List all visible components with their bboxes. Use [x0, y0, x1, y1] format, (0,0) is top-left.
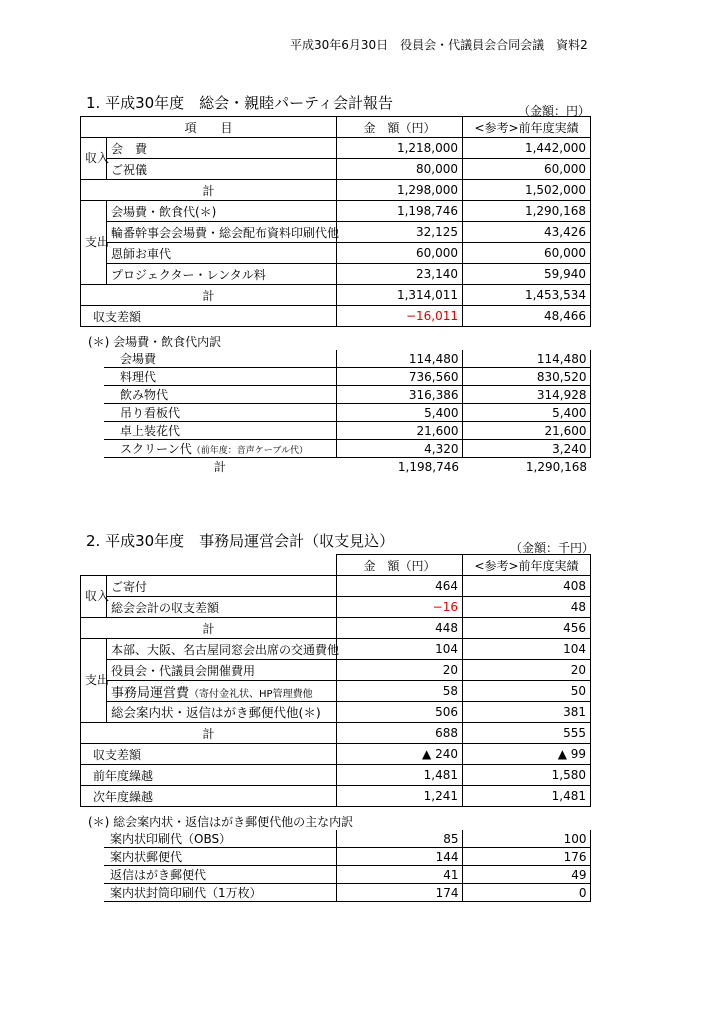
row-label: 収支差額 [81, 744, 337, 765]
list-item [104, 848, 590, 866]
row-amount: 506 [337, 702, 463, 723]
table-row [81, 201, 591, 222]
item-amount: 114,480 [336, 350, 462, 368]
row-amount: 32,125 [337, 222, 463, 243]
section1-table [80, 116, 591, 327]
balance-label: 収支差額 [81, 306, 337, 327]
item-amount: 5,400 [336, 404, 462, 422]
item-prev: 3,240 [462, 440, 590, 458]
row-prev: 1,290,168 [463, 201, 591, 222]
balance-amount: −16,011 [337, 306, 463, 327]
total-amount: 448 [337, 618, 463, 639]
row-amount: ▲ 240 [337, 744, 463, 765]
row-label: 役員会・代議員会開催費用 [107, 660, 337, 681]
row-prev: 1,442,000 [463, 138, 591, 159]
item-label: 吊り看板代 [104, 404, 336, 422]
list-item [104, 386, 590, 404]
row-prev: 381 [463, 702, 591, 723]
carryover-next-row [81, 786, 591, 807]
row-amount: 104 [337, 639, 463, 660]
item-label-main: スクリーン代 [120, 442, 192, 456]
expense-category: 支出 [81, 201, 107, 285]
total-label: 計 [81, 723, 337, 744]
row-amount: 20 [337, 660, 463, 681]
total-label: 計 [81, 285, 337, 306]
item-label: 飲み物代 [104, 386, 336, 404]
total-amount: 1,298,000 [337, 180, 463, 201]
total-amount: 1,198,746 [397, 459, 459, 474]
list-item [104, 440, 590, 458]
item-amount: 174 [336, 884, 462, 902]
item-label: 案内状郵便代 [104, 848, 336, 866]
total-prev: 456 [463, 618, 591, 639]
row-prev: 104 [463, 639, 591, 660]
breakdown-total-row [104, 458, 590, 476]
table-row [81, 159, 591, 180]
row-amount: 464 [337, 576, 463, 597]
section2-breakdown-title: (＊) 総会案内状・返信はがき郵便代他の主な内訳 [88, 815, 354, 829]
table-header-row [81, 117, 591, 138]
row-prev: 1,481 [463, 786, 591, 807]
table-row [81, 639, 591, 660]
total-label: 計 [81, 618, 337, 639]
row-prev: ▲ 99 [463, 744, 591, 765]
total-amount: 1,314,011 [337, 285, 463, 306]
row-amount: 80,000 [337, 159, 463, 180]
row-label [107, 681, 337, 702]
row-prev: 60,000 [463, 159, 591, 180]
table-row [81, 660, 591, 681]
header-prev: <参考>前年度実績 [463, 555, 591, 576]
table-row [81, 681, 591, 702]
total-prev: 1,290,168 [525, 459, 587, 474]
row-label: 総会案内状・返信はがき郵便代他(＊) [107, 702, 337, 723]
item-amount: 85 [336, 830, 462, 848]
row-label: 会 費 [107, 138, 337, 159]
row-label-note: （寄付金礼状、HP管理費他 [189, 688, 313, 700]
item-label: 案内状印刷代（OBS） [104, 830, 336, 848]
document-header-note: 平成30年6月30日 役員会・代議員会合同会議 資料2 [290, 38, 588, 52]
header-prev: <参考>前年度実績 [463, 117, 591, 138]
row-label: 前年度繰越 [81, 765, 337, 786]
row-amount: 1,218,000 [337, 138, 463, 159]
row-label: 会場費・飲食代(＊) [107, 201, 337, 222]
item-label: 料理代 [104, 368, 336, 386]
row-prev: 20 [463, 660, 591, 681]
row-label-main: 事務局運営費 [111, 685, 190, 701]
item-prev: 5,400 [462, 404, 590, 422]
row-amount: 1,481 [337, 765, 463, 786]
income-category: 収入 [81, 138, 107, 180]
row-prev: 43,426 [463, 222, 591, 243]
row-label: 恩師お車代 [107, 243, 337, 264]
item-prev: 114,480 [462, 350, 590, 368]
section1-title: 1. 平成30年度 総会・親睦パーティ会計報告 [86, 94, 393, 112]
row-amount: −16 [337, 597, 463, 618]
balance-row [81, 744, 591, 765]
item-amount: 41 [336, 866, 462, 884]
expense-category: 支出 [81, 639, 107, 723]
table-row [81, 597, 591, 618]
row-prev: 50 [463, 681, 591, 702]
list-item [104, 830, 590, 848]
section2-breakdown-table [104, 830, 591, 902]
item-label [104, 440, 336, 458]
item-prev: 0 [462, 884, 590, 902]
item-label-note: （前年度：音声ケーブル代） [191, 446, 308, 456]
item-prev: 176 [462, 848, 590, 866]
income-total-row [81, 180, 591, 201]
table-row [81, 702, 591, 723]
total-amount: 688 [337, 723, 463, 744]
total-label: 計 [81, 180, 337, 201]
table-header-row [81, 555, 591, 576]
income-category: 収入 [81, 576, 107, 618]
item-label: 会場費 [104, 350, 336, 368]
table-row [81, 576, 591, 597]
section1-breakdown-title: (＊) 会場費・飲食代内訳 [88, 335, 222, 349]
item-amount: 316,386 [336, 386, 462, 404]
row-label: 輪番幹事会会場費・総会配布資料印刷代他 [107, 222, 337, 243]
list-item [104, 404, 590, 422]
row-prev: 59,940 [463, 264, 591, 285]
item-amount: 736,560 [336, 368, 462, 386]
row-amount: 23,140 [337, 264, 463, 285]
balance-row [81, 306, 591, 327]
item-amount: 21,600 [336, 422, 462, 440]
item-amount: 144 [336, 848, 462, 866]
section1-breakdown-table [104, 350, 591, 475]
list-item [104, 866, 590, 884]
section2-title: 2. 平成30年度 事務局運営会計（収支見込） [86, 532, 395, 550]
header-amount: 金 額（円） [337, 555, 463, 576]
total-prev: 555 [463, 723, 591, 744]
list-item [104, 350, 590, 368]
item-label: 返信はがき郵便代 [104, 866, 336, 884]
section2-unit: （金額：千円） [510, 541, 595, 555]
total-prev: 1,453,534 [463, 285, 591, 306]
item-prev: 21,600 [462, 422, 590, 440]
row-prev: 48 [463, 597, 591, 618]
item-label: 案内状封筒印刷代（1万枚） [104, 884, 336, 902]
section1-unit: （金額：円） [518, 104, 591, 118]
table-row [81, 138, 591, 159]
row-prev: 408 [463, 576, 591, 597]
header-amount: 金 額（円） [337, 117, 463, 138]
item-amount: 4,320 [336, 440, 462, 458]
expense-total-row [81, 723, 591, 744]
row-amount: 1,241 [337, 786, 463, 807]
table-row [81, 264, 591, 285]
header-item: 項 目 [81, 117, 337, 138]
table-row [81, 243, 591, 264]
total-prev: 1,502,000 [463, 180, 591, 201]
row-prev: 60,000 [463, 243, 591, 264]
item-label: 卓上装花代 [104, 422, 336, 440]
list-item [104, 422, 590, 440]
row-amount: 60,000 [337, 243, 463, 264]
list-item [104, 884, 590, 902]
row-label: 次年度繰越 [81, 786, 337, 807]
section2-table [80, 554, 591, 807]
row-label: 本部、大阪、名古屋同窓会出席の交通費他 [107, 639, 337, 660]
table-row [81, 222, 591, 243]
balance-prev: 48,466 [463, 306, 591, 327]
row-amount: 1,198,746 [337, 201, 463, 222]
row-label: 総会会計の収支差額 [107, 597, 337, 618]
item-prev: 830,520 [462, 368, 590, 386]
row-label: プロジェクター・レンタル料 [107, 264, 337, 285]
income-total-row [81, 618, 591, 639]
expense-total-row [81, 285, 591, 306]
row-label: ご寄付 [107, 576, 337, 597]
item-prev: 49 [462, 866, 590, 884]
carryover-prev-row [81, 765, 591, 786]
item-prev: 314,928 [462, 386, 590, 404]
row-prev: 1,580 [463, 765, 591, 786]
list-item [104, 368, 590, 386]
row-amount: 58 [337, 681, 463, 702]
total-label: 計 [213, 460, 226, 474]
item-prev: 100 [462, 830, 590, 848]
row-label: ご祝儀 [107, 159, 337, 180]
header-blank [81, 555, 337, 576]
